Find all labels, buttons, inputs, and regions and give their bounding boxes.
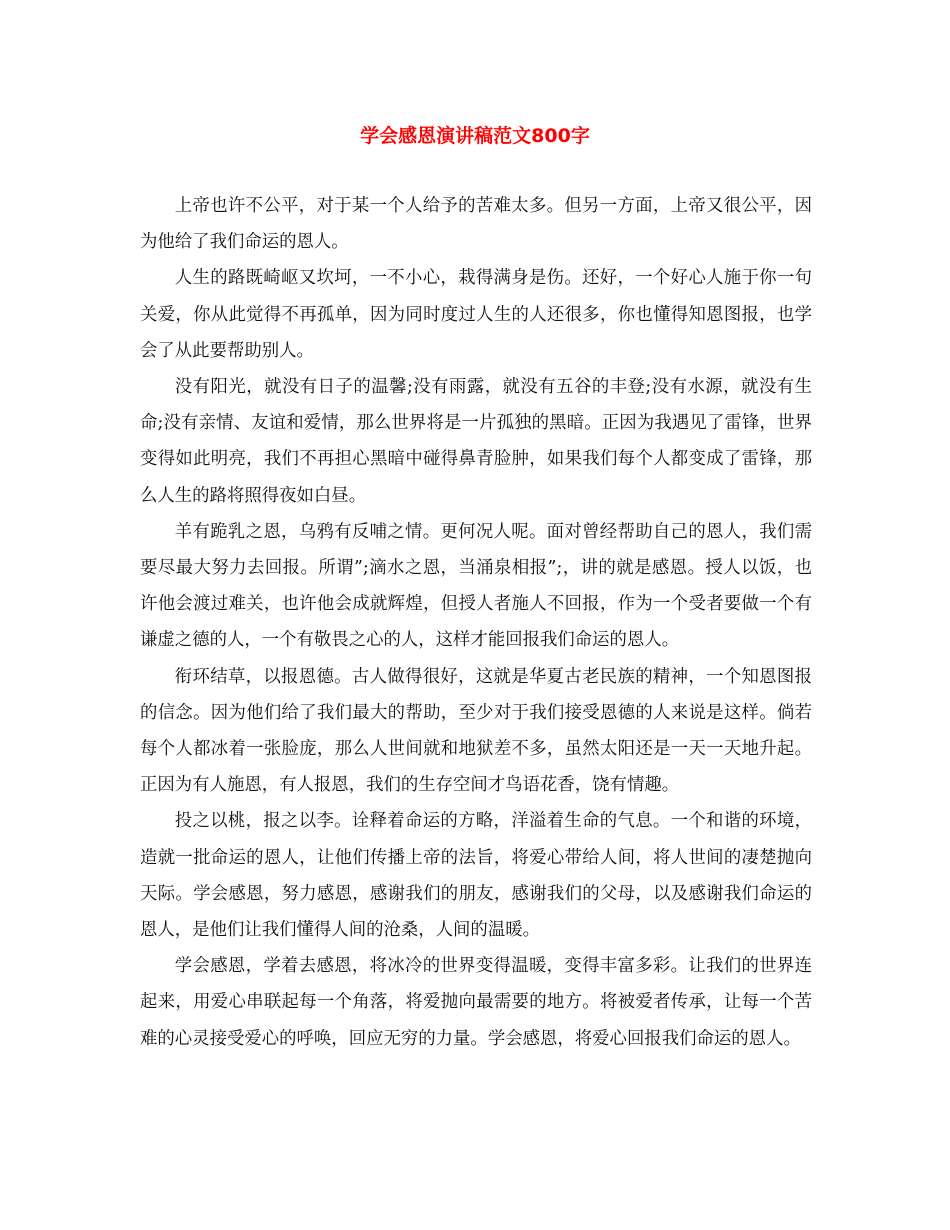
paragraph-3: 没有阳光，就没有日子的温馨;没有雨露，就没有五谷的丰登;没有水源，就没有生命;没有亲情、友谊和爱情，那么世界将是一片孤独的黑暗。正因为我遇见了雷锋，世界变得如此明亮，我们不再担心黑暗中碰得鼻青脸肿，如果我们每个人都变成了雷锋，那么人生的路将照得夜如白昼。 bbox=[140, 377, 812, 506]
paragraph-6: 投之以桃，报之以李。诠释着命运的方略，洋溢着生命的气息。一个和谐的环境，造就一批命运的恩人，让他们传播上帝的法旨，将爱心带给人间，将人世间的凄楚抛向天际。学会感恩，努力感恩，感谢我们的朋友，感谢我们的父母，以及感谢我们命运的恩人，是他们让我们懂得人间的沧桑，人间的温暖。 bbox=[140, 811, 812, 941]
document-body bbox=[140, 188, 812, 1057]
paragraph-4: 羊有跪乳之恩，乌鸦有反哺之情。更何况人呢。面对曾经帮助自己的恩人，我们需要尽最大努力去回报。所谓”;滴水之恩，当涌泉相报”;，讲的就是感恩。授人以饭，也许他会渡过难关，也许他会成就辉煌，但授人者施人不回报，作为一个受者要做一个有谦虚之德的人，一个有敬畏之心的人，这样才能回报我们命运的恩人。 bbox=[140, 521, 812, 651]
paragraph-7: 学会感恩，学着去感恩，将冰冷的世界变得温暖，变得丰富多彩。让我们的世界连起来，用爱心串联起每一个角落，将爱抛向最需要的地方。将被爱者传承，让每一个苦难的心灵接受爱心的呼唤，回应无穷的力量。学会感恩，将爱心回报我们命运的恩人。 bbox=[140, 956, 812, 1049]
document-title: 学会感恩演讲稿范文800字 bbox=[360, 125, 590, 147]
paragraph-2: 人生的路既崎岖又坎坷，一不小心，栽得满身是伤。还好，一个好心人施于你一句关爱，你从此觉得不再孤单，因为同时度过人生的人还很多，你也懂得知恩图报，也学会了从此要帮助别人。 bbox=[140, 268, 812, 361]
paragraph-5: 衔环结草，以报恩德。古人做得很好，这就是华夏古老民族的精神，一个知恩图报的信念。因为他们给了我们最大的帮助，至少对于我们接受恩德的人来说是这样。倘若每个人都冰着一张脸庞，那么人世间就和地狱差不多，虽然太阳还是一天一天地升起。正因为有人施恩，有人报恩，我们的生存空间才鸟语花香，饶有情趣。 bbox=[140, 666, 812, 796]
paragraph-1: 上帝也许不公平，对于某一个人给予的苦难太多。但另一方面，上帝又很公平，因为他给了我们命运的恩人。 bbox=[140, 196, 812, 253]
